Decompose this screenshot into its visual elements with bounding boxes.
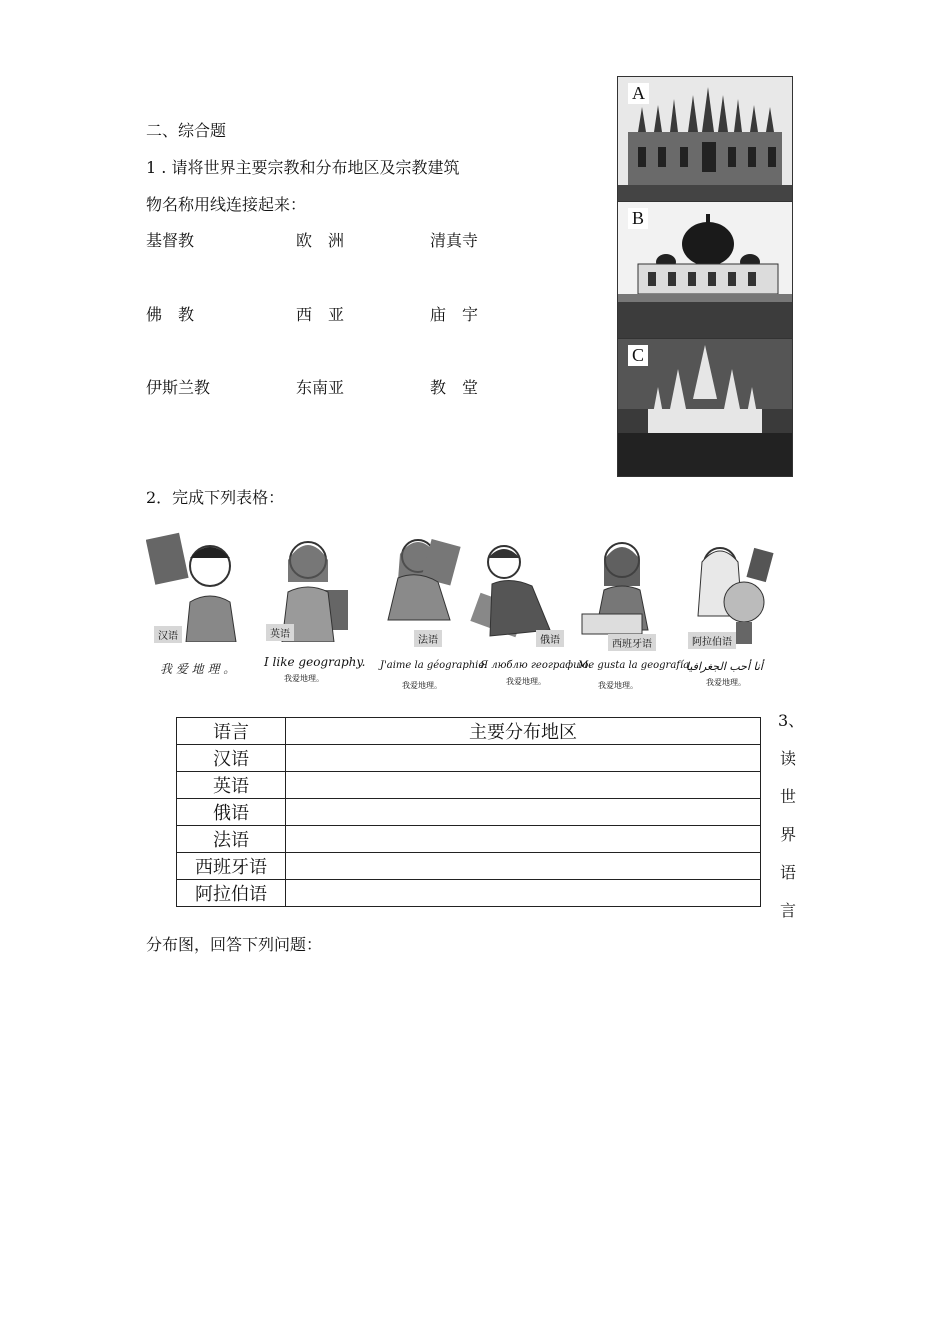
language-cell: 俄语 (177, 799, 286, 826)
table-row (177, 880, 761, 907)
region-answer-cell[interactable] (286, 772, 761, 799)
phrase-spanish: Me gusta la geografía (578, 660, 690, 671)
phrase-translation: 我爱地理。 (506, 677, 546, 686)
region-item: 东南亚 (296, 378, 345, 397)
photo-label-c: C (628, 345, 648, 366)
phrase-translation: 我爱地理。 (706, 678, 746, 687)
language-cell: 西班牙语 (177, 853, 286, 880)
q3-char: 3、 (778, 711, 805, 730)
q3-char: 界 (780, 825, 797, 844)
kid-illustration: 西班牙语 (578, 530, 668, 646)
language-cell: 法语 (177, 826, 286, 853)
region-item: 西 亚 (296, 305, 345, 324)
language-cell: 英语 (177, 772, 286, 799)
religion-item: 基督教 (146, 231, 195, 250)
q3-char: 世 (780, 787, 797, 806)
q1-prompt-line2: 物名称用线连接起来： (146, 195, 307, 214)
phrase-arabic: أنا أحب الجغرافيا (686, 660, 763, 673)
religion-item: 伊斯兰教 (146, 378, 211, 397)
section-title: 二、综合题 (146, 121, 227, 140)
q3-char: 读 (780, 749, 797, 768)
region-answer-cell[interactable] (286, 745, 761, 772)
header-language: 语言 (177, 718, 286, 745)
kid-illustration: 法语 (380, 530, 470, 642)
q3-char: 语 (780, 863, 797, 882)
kid-illustration: 俄语 (470, 540, 565, 646)
table-row (177, 853, 761, 880)
photo-cathedral (617, 76, 793, 202)
table-row (177, 772, 761, 799)
phrase-translation: 我爱地理。 (402, 681, 442, 690)
region-answer-cell[interactable] (286, 853, 761, 880)
region-answer-cell[interactable] (286, 799, 761, 826)
building-item: 教 堂 (430, 378, 479, 397)
phrase-chinese: 我 爱 地 理 。 (160, 662, 236, 676)
header-region: 主要分布地区 (286, 718, 761, 745)
language-cell: 汉语 (177, 745, 286, 772)
photo-label-a: A (628, 83, 649, 104)
region-answer-cell[interactable] (286, 880, 761, 907)
q3-continuation: 分布图，回答下列问题： (146, 935, 323, 954)
table-header-row (177, 718, 761, 745)
phrase-french: J'aime la géographie (380, 660, 485, 671)
q2-title: 2．完成下列表格： (146, 488, 285, 507)
kid-illustration: 英语 (262, 530, 357, 642)
language-table (176, 717, 761, 907)
region-item: 欧 洲 (296, 231, 345, 250)
phrase-russian: Я люблю географию. (480, 660, 592, 671)
table-row (177, 826, 761, 853)
language-cell: 阿拉伯语 (177, 880, 286, 907)
kid-illustration: 汉语 (146, 530, 246, 642)
photo-mosque (617, 201, 793, 339)
table-row (177, 799, 761, 826)
q1-prompt-line1: 1 . 请将世界主要宗教和分布地区及宗教建筑 (146, 158, 460, 177)
phrase-translation: 我爱地理。 (284, 674, 324, 683)
q3-char: 言 (780, 901, 797, 920)
table-row (177, 745, 761, 772)
phrase-english: I like geography. (264, 655, 366, 669)
photo-temple (617, 338, 793, 477)
building-item: 庙 宇 (430, 305, 479, 324)
building-item: 清真寺 (430, 231, 479, 250)
photo-label-b: B (628, 208, 648, 229)
religion-item: 佛 教 (146, 305, 195, 324)
kid-illustration: 阿拉伯语 (680, 536, 780, 648)
region-answer-cell[interactable] (286, 826, 761, 853)
phrase-translation: 我爱地理。 (598, 681, 638, 690)
